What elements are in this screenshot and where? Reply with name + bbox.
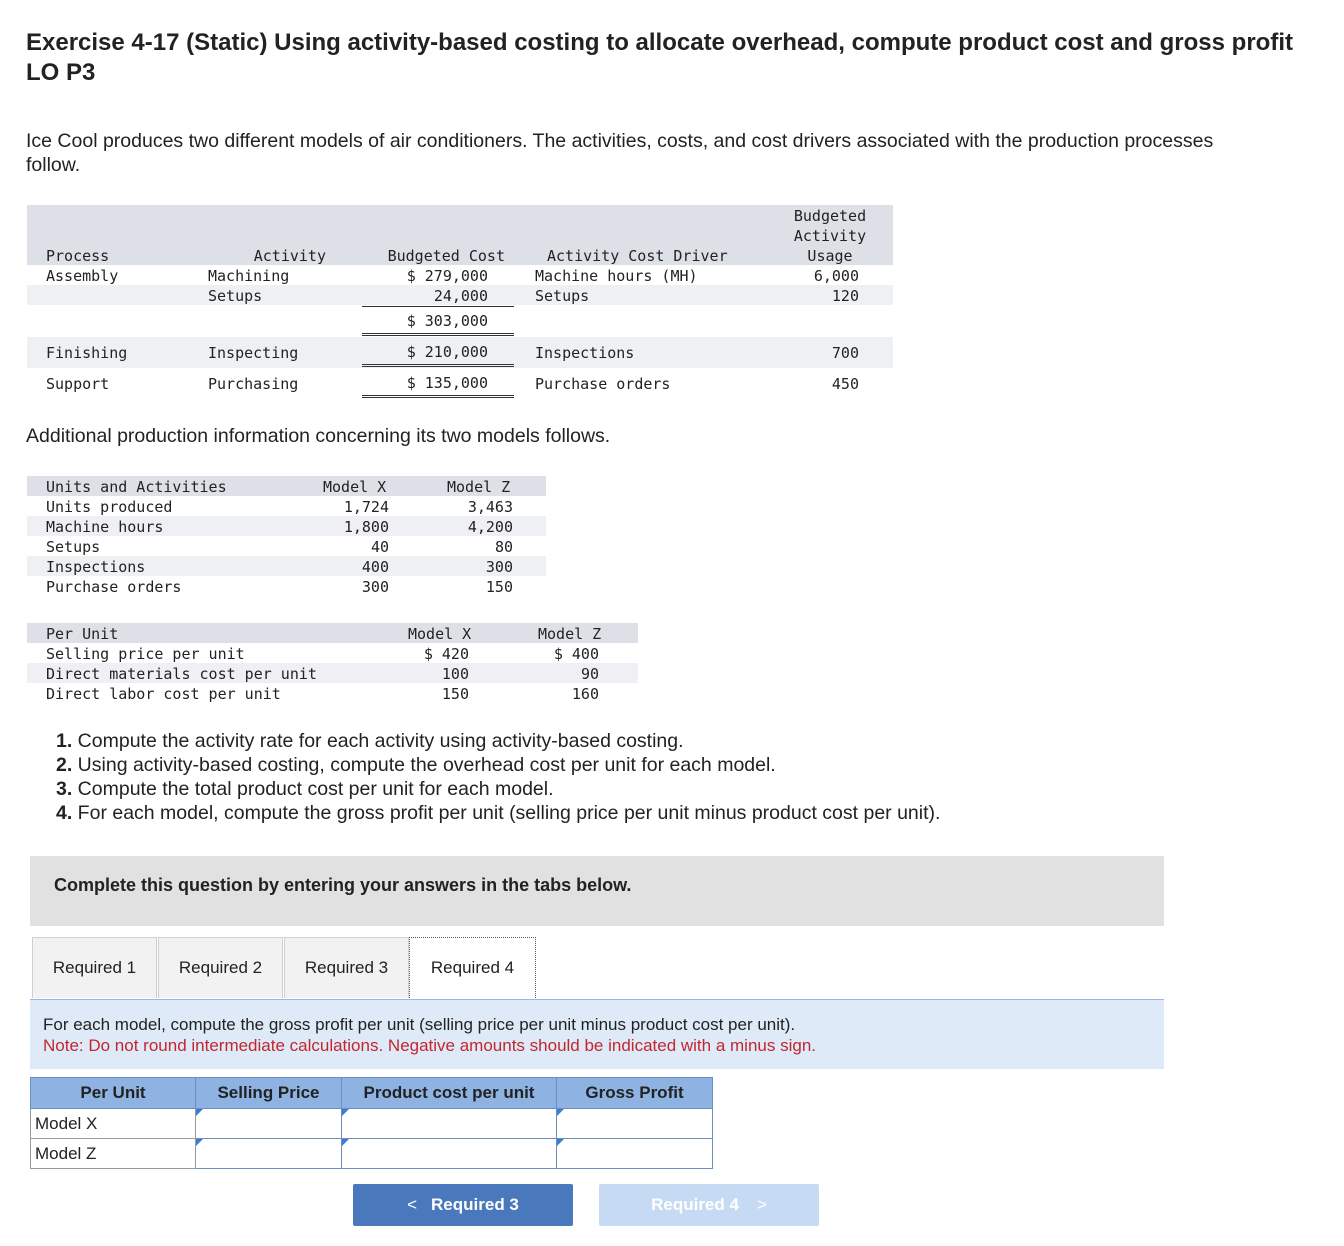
tab-required-2[interactable]: Required 2 — [158, 937, 283, 998]
col-gross-profit: Gross Profit — [557, 1078, 713, 1109]
row-activity: Machining — [208, 267, 290, 285]
chevron-right-icon: > — [756, 1195, 767, 1214]
assembly-subtotal: $ 303,000 — [406, 312, 488, 330]
units-row-z: 150 — [485, 578, 513, 596]
units-row-x: 40 — [370, 538, 389, 556]
instructions-banner — [30, 856, 1164, 926]
question-item: 4. For each model, compute the gross profit per unit (selling price per unit minus product cost per unit). — [56, 802, 941, 824]
per-unit-row-z: 90 — [580, 665, 599, 683]
double-underline — [362, 333, 514, 336]
units-row-label: Units produced — [46, 498, 173, 516]
header-usage-3: Usage — [807, 247, 853, 265]
prev-button[interactable] — [353, 1184, 573, 1226]
selling-price-input[interactable] — [196, 1110, 341, 1137]
next-button-label: Required 4 — [651, 1195, 739, 1214]
per-unit-row-z: 160 — [571, 685, 599, 703]
double-underline — [362, 395, 514, 398]
row-activity: Setups — [208, 287, 263, 305]
row-label-model-z: Model Z — [31, 1139, 196, 1169]
tab-required-4[interactable]: Required 4 — [409, 937, 536, 998]
question-item: 2. Using activity-based costing, compute the overhead cost per unit for each model. — [56, 754, 776, 776]
units-row-label: Inspections — [46, 558, 146, 576]
banner-text: Complete this question by entering your answers in the tabs below. — [54, 875, 632, 895]
question-item: 3. Compute the total product cost per unit for each model. — [56, 778, 554, 800]
row-usage: 700 — [831, 344, 859, 362]
gross-profit-input[interactable] — [557, 1110, 712, 1137]
row-cost: $ 135,000 — [406, 374, 488, 392]
row-activity: Inspecting — [208, 344, 299, 362]
col-product-cost: Product cost per unit — [342, 1078, 557, 1109]
units-row-label: Machine hours — [46, 518, 164, 536]
product-cost-input[interactable] — [342, 1140, 556, 1167]
answer-table — [30, 1077, 713, 1169]
row-usage: 450 — [831, 375, 859, 393]
units-row-x: 400 — [361, 558, 389, 576]
row-driver: Setups — [535, 287, 590, 305]
per-unit-row-z: $ 400 — [553, 645, 599, 663]
next-button[interactable] — [599, 1184, 819, 1226]
units-row-x: 300 — [361, 578, 389, 596]
per-unit-row-x: 100 — [441, 665, 469, 683]
header-activity: Activity — [253, 247, 326, 265]
row-driver: Machine hours (MH) — [535, 267, 698, 285]
underline — [362, 306, 514, 307]
double-underline — [362, 364, 514, 367]
units-row-x: 1,800 — [343, 518, 389, 536]
per-unit-row-label: Selling price per unit — [46, 645, 245, 663]
per-unit-row-label: Direct labor cost per unit — [46, 685, 281, 703]
units-row-z: 3,463 — [467, 498, 513, 516]
row-usage: 6,000 — [813, 267, 859, 285]
tab-required-3[interactable]: Required 3 — [284, 937, 409, 998]
units-row-label: Setups — [46, 538, 101, 556]
question-list — [56, 729, 940, 825]
units-row-z: 300 — [485, 558, 513, 576]
per-unit-header-label: Per Unit — [46, 625, 119, 643]
units-header-x: Model X — [323, 478, 387, 496]
page-title: Exercise 4-17 (Static) Using activity-based costing to allocate overhead, compute product cost and gross profit LO P3 — [26, 29, 1293, 86]
header-process: Process — [46, 247, 110, 265]
selling-price-input[interactable] — [196, 1140, 341, 1167]
row-usage: 120 — [831, 287, 859, 305]
row-process: Support — [46, 375, 110, 393]
col-per-unit: Per Unit — [31, 1078, 196, 1109]
chevron-left-icon: < — [407, 1195, 418, 1214]
per-unit-row-x: 150 — [441, 685, 469, 703]
product-cost-input[interactable] — [342, 1110, 556, 1137]
prev-button-label: Required 3 — [431, 1195, 519, 1214]
gross-profit-input[interactable] — [557, 1140, 712, 1167]
units-row-label: Purchase orders — [46, 578, 182, 596]
col-selling-price: Selling Price — [196, 1078, 342, 1109]
header-driver: Activity Cost Driver — [547, 247, 728, 265]
row-cost: $ 279,000 — [406, 267, 488, 285]
units-row-x: 1,724 — [343, 498, 389, 516]
row-label-model-x: Model X — [31, 1109, 196, 1139]
units-row-z: 80 — [494, 538, 513, 556]
header-usage-2: Activity — [793, 227, 867, 245]
row-process: Assembly — [46, 267, 119, 285]
note-text: Note: Do not round intermediate calculations. Negative amounts should be indicated with a minus sign. — [43, 1036, 816, 1055]
units-header-z: Model Z — [447, 478, 511, 496]
units-header-label: Units and Activities — [46, 478, 227, 496]
per-unit-row-x: $ 420 — [423, 645, 469, 663]
row-driver: Inspections — [535, 344, 635, 362]
question-item: 1. Compute the activity rate for each activity using activity-based costing. — [56, 730, 684, 752]
additional-info-text: Additional production information concerning its two models follows. — [26, 425, 611, 447]
row-cost: 24,000 — [433, 287, 488, 305]
per-unit-header-z: Model Z — [538, 625, 602, 643]
row-activity: Purchasing — [208, 375, 299, 393]
per-unit-row-label: Direct materials cost per unit — [46, 665, 317, 683]
table-row — [31, 1109, 713, 1139]
units-row-z: 4,200 — [467, 518, 513, 536]
tab-required-1[interactable]: Required 1 — [32, 937, 157, 998]
intro-text: Ice Cool produces two different models of air conditioners. The activities, costs, and cost drivers associated with the production processes follow. — [26, 130, 1214, 176]
instruction-panel — [30, 999, 1164, 1069]
instruction-text: For each model, compute the gross profit per unit (selling price per unit minus product cost per unit). — [43, 1015, 796, 1034]
row-process: Finishing — [46, 344, 128, 362]
header-usage-1: Budgeted — [793, 207, 867, 225]
row-cost: $ 210,000 — [406, 343, 488, 361]
table-row — [31, 1139, 713, 1169]
row-driver: Purchase orders — [535, 375, 671, 393]
header-budgeted-cost: Budgeted Cost — [387, 247, 505, 265]
per-unit-header-x: Model X — [408, 625, 472, 643]
